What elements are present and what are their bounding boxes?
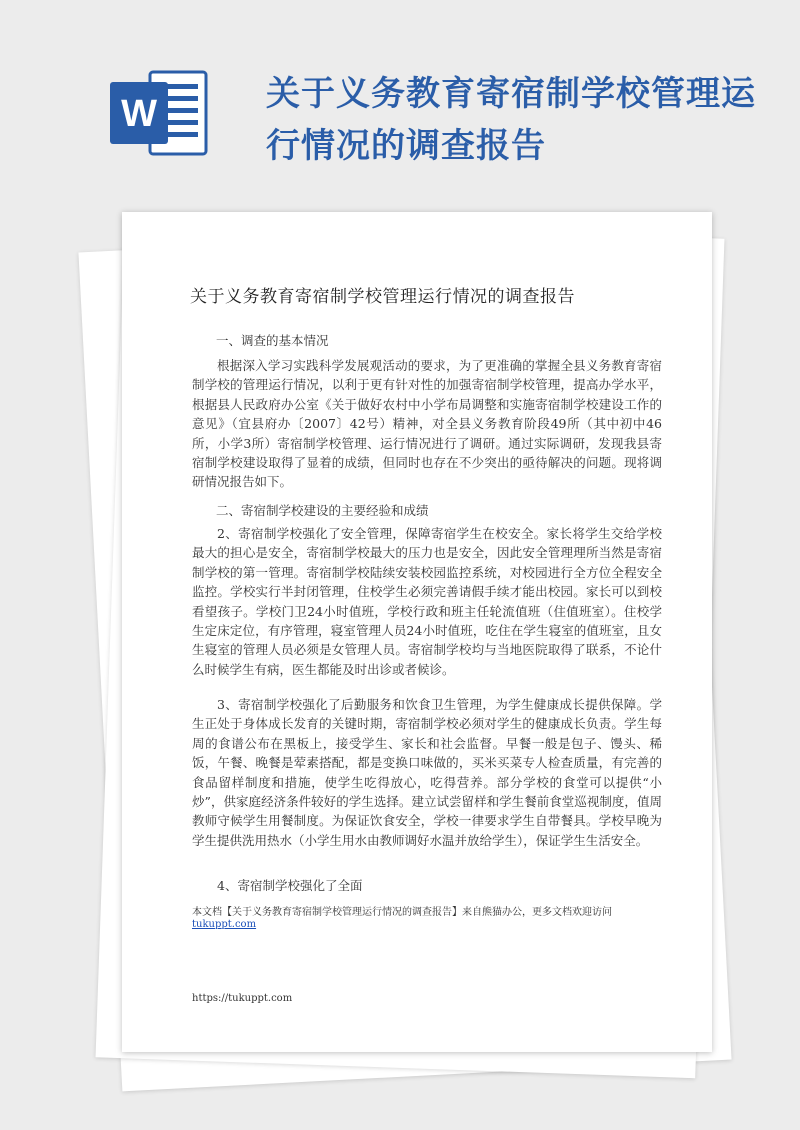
document-title: 关于义务教育寄宿制学校管理运行情况的调查报告 <box>190 287 575 307</box>
paragraph-logistics-management: 3、寄宿制学校强化了后勤服务和饮食卫生管理，为学生健康成长提供保障。学生正处于身体成长发育的关键时期，寄宿制学校必须对学生的健康成长负责。学生每周的食谱公布在黑板上，接受学生、家长和社会监督。早餐一般是包子、馒头、稀饭，午餐、晚餐是荤素搭配，都是变换口味做的，买米买菜专人检查质量，有完善的食品留样制度和措施，使学生吃得放心，吃得营养。部分学校的食堂可以提供“小炒”，供家庭经济条件较好的学生选择。建立试尝留样和学生餐前食堂巡视制度，值周教师守候学生用餐制度。为保证饮食安全，学校一律要求学生自带餐具。学校早晚为学生提供洗用热水（小学生用水由教师调好水温并放给学生），保证学生生活安全。 <box>192 697 662 848</box>
section-heading-experience: 二、寄宿制学校建设的主要经验和成绩 <box>216 503 429 518</box>
footer-link[interactable]: tukuppt.com <box>192 919 257 930</box>
header-title: 关于义务教育寄宿制学校管理运行情况的调查报告 <box>266 74 756 166</box>
paragraph-safety-management: 2、寄宿制学校强化了安全管理，保障寄宿学生在校安全。家长将学生交给学校最大的担心是安全，寄宿制学校最大的压力也是安全，因此安全管理理所当然是寄宿制学校的第一管理。寄宿制学校陆续安装校园监控系统，对校园进行全方位全程安全监控。学校实行半封闭管理，住校学生必须完善请假手续才能出校园。家长可以到校看望孩子。学校门卫24小时值班，学校行政和班主任轮流值班（住值班室）。住校学生定床定位，有序管理，寝室管理人员24小时值班，吃住在学生寝室的值班室，且女生寝室的管理人员必须是女管理人员。寄宿制学校均与当地医院取得了联系，不论什么时候学生有病，医生都能及时出诊或者候诊。 <box>192 526 662 677</box>
footer-note: 本文档【关于义务教育寄宿制学校管理运行情况的调查报告】来自熊猫办公，更多文档欢迎访问 <box>192 907 612 918</box>
paragraph-comprehensive: 4、寄宿制学校强化了全面 <box>217 878 363 893</box>
footer-url: https://tukuppt.com <box>192 993 293 1004</box>
word-icon-letter: W <box>121 93 157 135</box>
section-heading-basic: 一、调查的基本情况 <box>216 333 329 348</box>
word-document-icon <box>110 68 210 158</box>
paragraph-basic-situation: 根据深入学习实践科学发展观活动的要求，为了更准确的掌握全县义务教育寄宿制学校的管理运行情况，以利于更有针对性的加强寄宿制学校管理，提高办学水平，根据县人民政府办公室《关于做好农村中小学布局调整和实施寄宿制学校建设工作的意见》（宜县府办〔2007〕42号）精神，对全县义务教育阶段49所（其中初中46所，小学3所）寄宿制学校管理、运行情况进行了调研。通过实际调研，发现我县寄宿制学校建设取得了显着的成绩，但同时也存在不少突出的亟待解决的问题。现将调研情况报告如下。 <box>192 358 662 490</box>
